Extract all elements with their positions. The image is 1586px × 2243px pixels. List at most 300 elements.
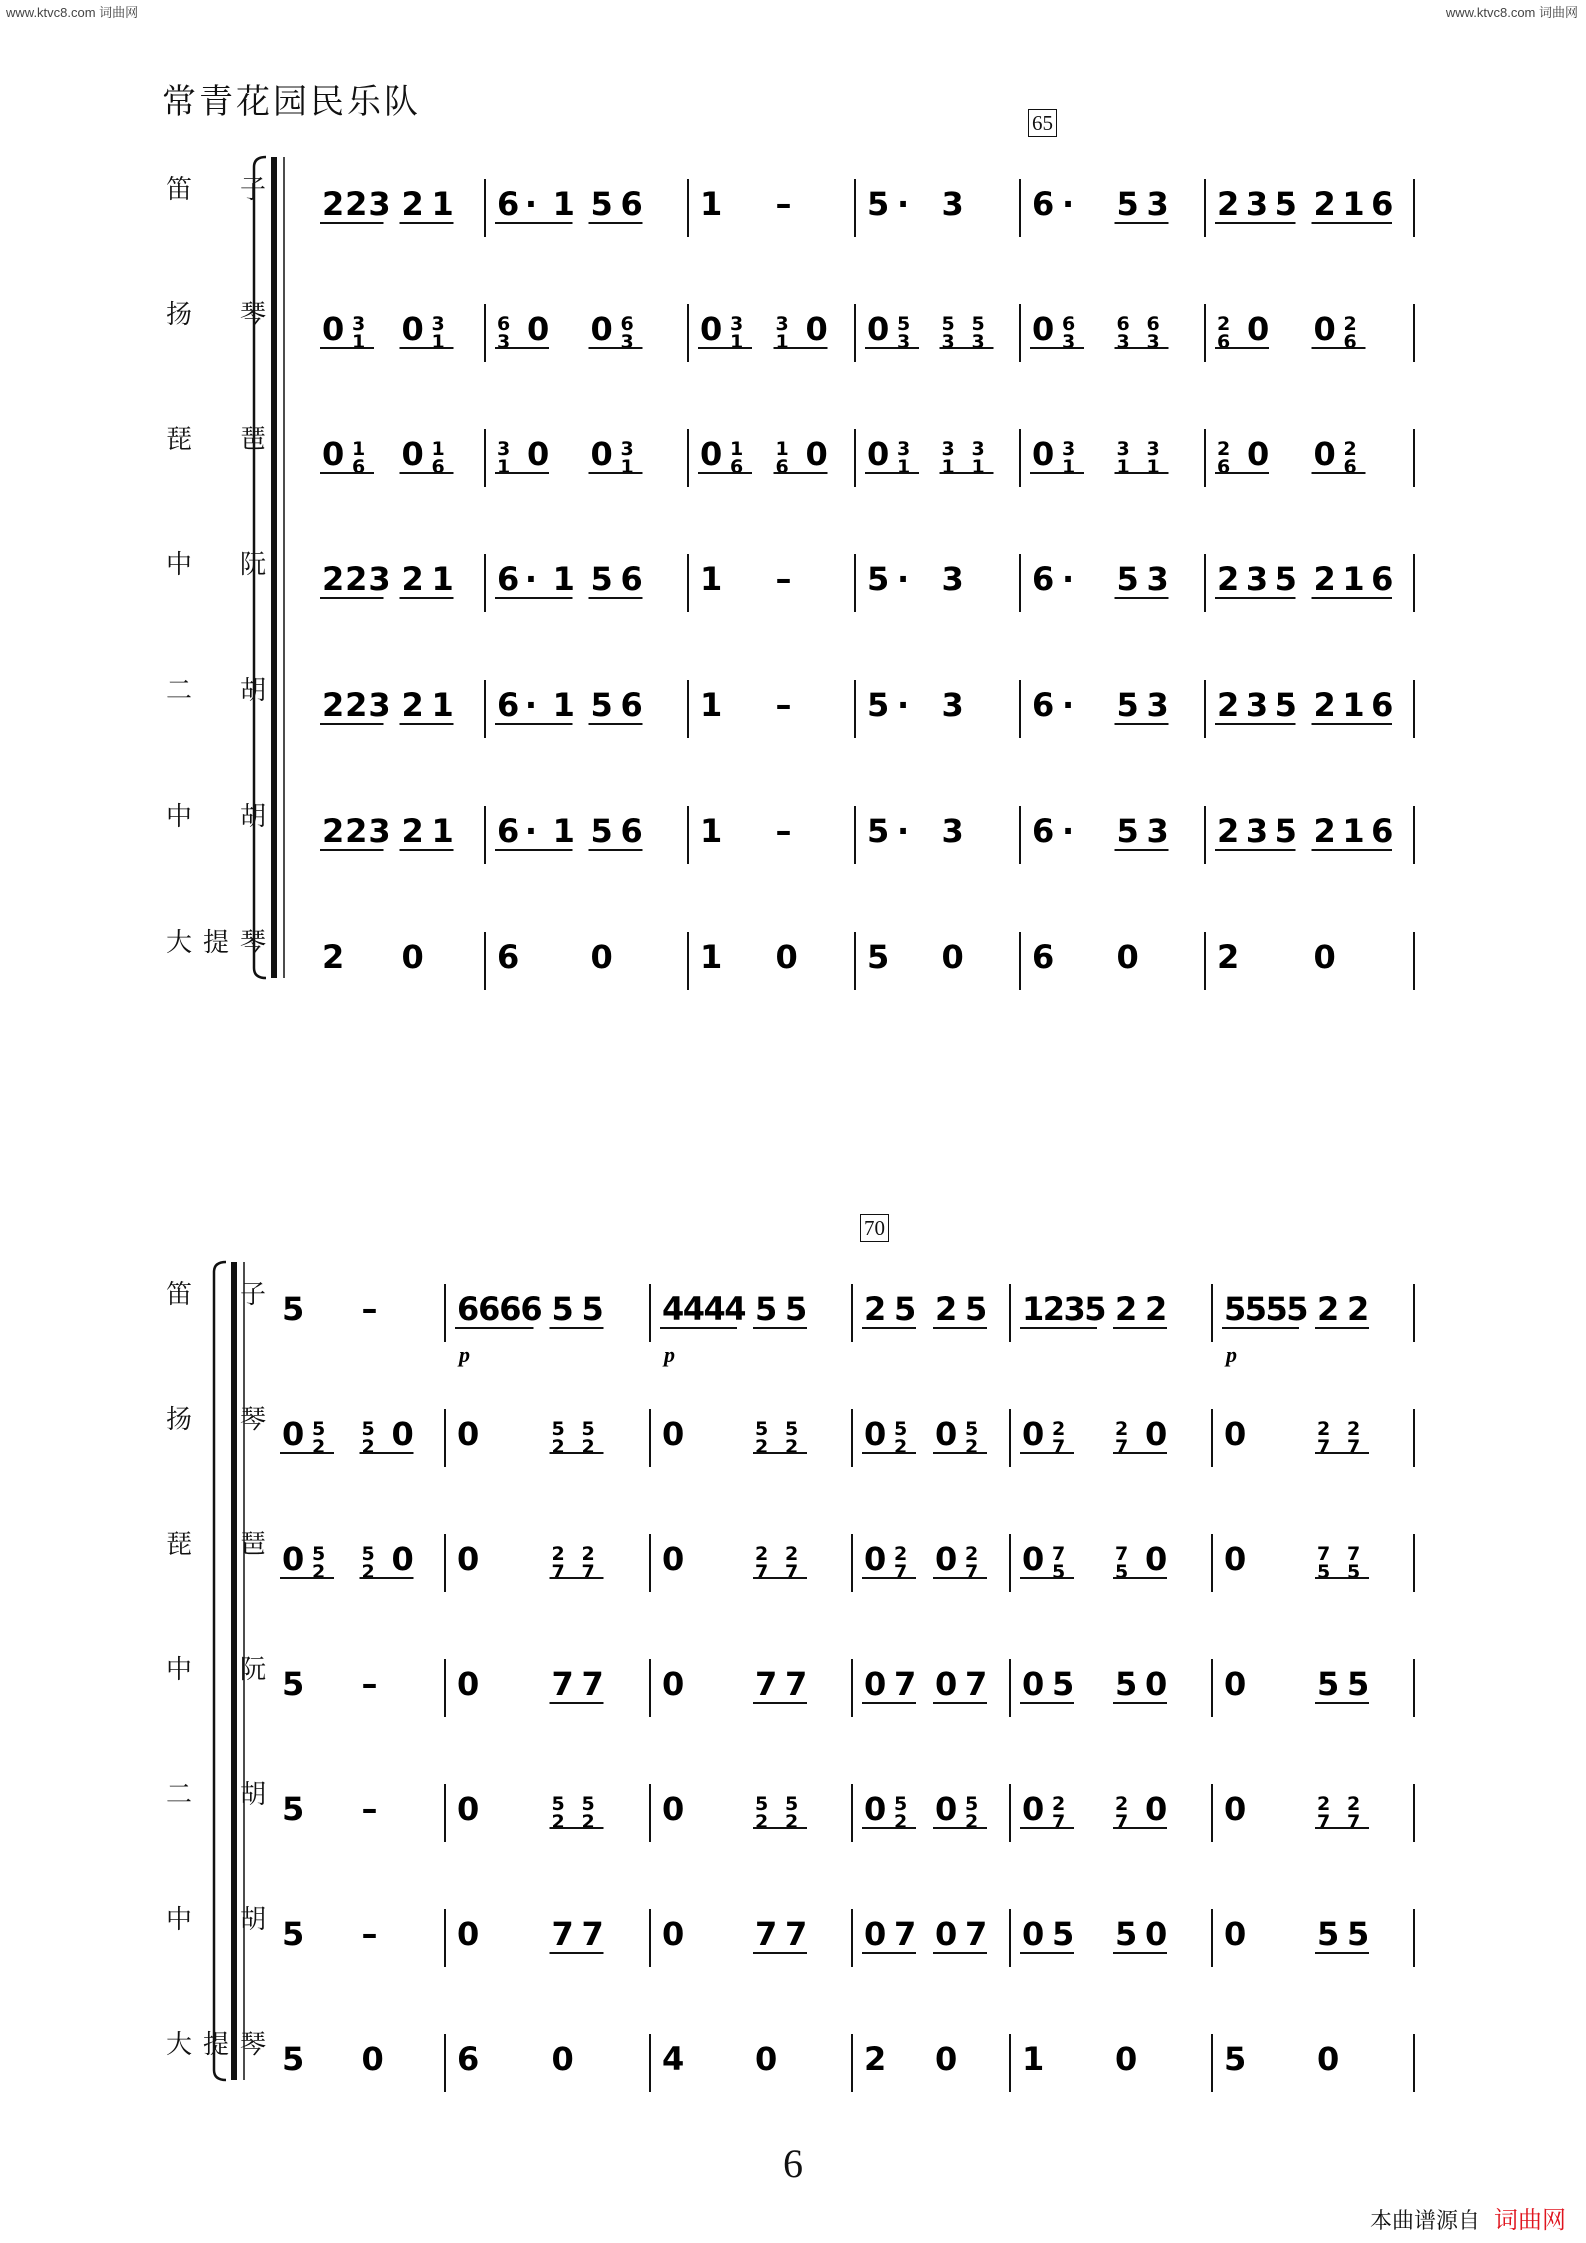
chord-note-lower: 5 bbox=[1052, 1561, 1066, 1583]
note: · bbox=[524, 560, 537, 598]
chord-note-upper: 1 bbox=[431, 438, 445, 460]
chord-note-upper: 3 bbox=[1146, 438, 1160, 460]
chord-note-upper: 5 bbox=[971, 313, 985, 335]
instrument-label: 中 阮 bbox=[166, 550, 266, 580]
note: 5 bbox=[867, 560, 890, 598]
note: 3 bbox=[1245, 686, 1269, 724]
chord-note-upper: 2 bbox=[581, 1543, 595, 1565]
note: 0 bbox=[700, 310, 723, 348]
note: 0 bbox=[391, 1540, 414, 1578]
note: 2 bbox=[1313, 185, 1336, 223]
chord-note-upper: 3 bbox=[775, 313, 789, 335]
note: 0 bbox=[1317, 2040, 1340, 2078]
chord-note-upper: 5 bbox=[894, 1793, 908, 1815]
chord-note-upper: 5 bbox=[312, 1543, 326, 1565]
chord-note-lower: 5 bbox=[1347, 1561, 1361, 1583]
chord-note-upper: 2 bbox=[1347, 1418, 1361, 1440]
chord-note-upper: 7 bbox=[1052, 1543, 1066, 1565]
note: 3 bbox=[368, 185, 391, 223]
note: · bbox=[524, 686, 537, 724]
note: 3 bbox=[1245, 185, 1269, 223]
instrument-label: 琵 琶 bbox=[166, 425, 266, 455]
chord-note-lower: 7 bbox=[785, 1561, 799, 1583]
chord-note-lower: 5 bbox=[1115, 1561, 1129, 1583]
note: 2 bbox=[1217, 560, 1240, 598]
chord-note-lower: 7 bbox=[1052, 1811, 1066, 1833]
note: 4 bbox=[662, 1290, 685, 1328]
note: 2 bbox=[1217, 185, 1240, 223]
note: 5 bbox=[1116, 185, 1139, 223]
note: – bbox=[361, 1290, 378, 1328]
dynamic-mark: p bbox=[664, 1342, 675, 1367]
chord-note-lower: 6 bbox=[1343, 331, 1357, 353]
note: 0 bbox=[1145, 1915, 1168, 1953]
note: 6 bbox=[457, 2040, 480, 2078]
chord-note-upper: 3 bbox=[352, 313, 366, 335]
note: 6 bbox=[497, 560, 520, 598]
note: 5 bbox=[785, 1290, 808, 1328]
note: 2 bbox=[1313, 812, 1336, 850]
score-title: 常青花园民乐队 bbox=[162, 82, 421, 122]
chord-note-lower: 2 bbox=[312, 1561, 326, 1583]
note: 7 bbox=[551, 1915, 574, 1953]
note: 0 bbox=[864, 1915, 887, 1953]
chord-note-upper: 3 bbox=[730, 313, 744, 335]
note: 6 bbox=[1371, 560, 1394, 598]
note: 1 bbox=[1022, 1290, 1045, 1328]
note: 1 bbox=[552, 686, 575, 724]
note: 2 bbox=[322, 938, 345, 976]
instrument-label: 中 阮 bbox=[166, 1655, 266, 1685]
note: 2 bbox=[345, 812, 368, 850]
chord-note-lower: 3 bbox=[1146, 331, 1160, 353]
chord-note-lower: 7 bbox=[1347, 1811, 1361, 1833]
note: 5 bbox=[581, 1290, 604, 1328]
chord-note-upper: 6 bbox=[620, 313, 634, 335]
note: – bbox=[775, 185, 792, 223]
note: 5 bbox=[1274, 686, 1297, 724]
note: 0 bbox=[941, 938, 964, 976]
note: 2 bbox=[1115, 1290, 1138, 1328]
chord-note-lower: 6 bbox=[431, 456, 445, 478]
chord-note-upper: 2 bbox=[1347, 1793, 1361, 1815]
note: 2 bbox=[935, 1290, 958, 1328]
note: 0 bbox=[935, 1915, 958, 1953]
note: 5 bbox=[867, 938, 890, 976]
chord-note-upper: 7 bbox=[1347, 1543, 1361, 1565]
note: · bbox=[1062, 812, 1075, 850]
chord-note-upper: 5 bbox=[581, 1793, 595, 1815]
chord-note-upper: 2 bbox=[1317, 1793, 1331, 1815]
chord-note-upper: 5 bbox=[785, 1418, 799, 1440]
chord-note-lower: 6 bbox=[730, 456, 744, 478]
note: 6 bbox=[497, 938, 520, 976]
chord-note-lower: 1 bbox=[730, 331, 744, 353]
note: 5 bbox=[551, 1290, 574, 1328]
dynamic-mark: p bbox=[459, 1342, 470, 1367]
note: 5 bbox=[590, 560, 613, 598]
chord-note-lower: 2 bbox=[581, 1811, 595, 1833]
note: 0 bbox=[1115, 2040, 1138, 2078]
chord-note-lower: 1 bbox=[620, 456, 634, 478]
note: 0 bbox=[935, 2040, 958, 2078]
note: 0 bbox=[935, 1665, 958, 1703]
note: 0 bbox=[282, 1415, 305, 1453]
note: 2 bbox=[345, 560, 368, 598]
note: 7 bbox=[755, 1665, 778, 1703]
note: 1 bbox=[700, 812, 723, 850]
chord-note-lower: 2 bbox=[361, 1561, 375, 1583]
chord-note-lower: 7 bbox=[965, 1561, 979, 1583]
note: 6 bbox=[1371, 686, 1394, 724]
chord-note-lower: 7 bbox=[1115, 1811, 1129, 1833]
note: · bbox=[1062, 185, 1075, 223]
note: 0 bbox=[1313, 435, 1336, 473]
chord-note-lower: 2 bbox=[551, 1436, 565, 1458]
chord-note-upper: 6 bbox=[1062, 313, 1076, 335]
note: 0 bbox=[805, 310, 828, 348]
chord-note-lower: 2 bbox=[581, 1436, 595, 1458]
note: 4 bbox=[724, 1290, 747, 1328]
chord-note-upper: 2 bbox=[1052, 1793, 1066, 1815]
chord-note-upper: 5 bbox=[361, 1543, 375, 1565]
note: 0 bbox=[1032, 310, 1055, 348]
chord-note-upper: 5 bbox=[965, 1418, 979, 1440]
note: 5 bbox=[1084, 1290, 1107, 1328]
note: 1 bbox=[1342, 812, 1365, 850]
chord-note-lower: 2 bbox=[785, 1811, 799, 1833]
note: 0 bbox=[590, 938, 613, 976]
note: 7 bbox=[894, 1915, 917, 1953]
source-brand: 词曲网 bbox=[1494, 2206, 1566, 2234]
note: 3 bbox=[1146, 812, 1169, 850]
chord-note-lower: 1 bbox=[1062, 456, 1076, 478]
instrument-label: 二 胡 bbox=[166, 1780, 266, 1810]
note: 5 bbox=[1274, 560, 1297, 598]
note: 0 bbox=[662, 1665, 685, 1703]
note: 7 bbox=[965, 1915, 988, 1953]
rehearsal-mark: 65 bbox=[1028, 109, 1057, 137]
chord-note-upper: 7 bbox=[1317, 1543, 1331, 1565]
note: 0 bbox=[775, 938, 798, 976]
note: 5 bbox=[282, 1665, 305, 1703]
watermark-right: www.ktvc8.com 词曲网 bbox=[1445, 5, 1578, 20]
note: 0 bbox=[1145, 1415, 1168, 1453]
chord-note-upper: 6 bbox=[1116, 313, 1130, 335]
note: 0 bbox=[935, 1790, 958, 1828]
chord-note-lower: 1 bbox=[941, 456, 955, 478]
chord-note-lower: 7 bbox=[551, 1561, 565, 1583]
note: 5 bbox=[894, 1290, 917, 1328]
note: 5 bbox=[590, 686, 613, 724]
note: 0 bbox=[590, 435, 613, 473]
note: 6 bbox=[497, 686, 520, 724]
note: 7 bbox=[551, 1665, 574, 1703]
instrument-label: 大提琴 bbox=[166, 2030, 266, 2060]
chord-note-lower: 3 bbox=[941, 331, 955, 353]
note: 0 bbox=[457, 1665, 480, 1703]
note: 5 bbox=[1274, 185, 1297, 223]
chord-note-lower: 2 bbox=[965, 1436, 979, 1458]
note: 1 bbox=[1342, 185, 1365, 223]
chord-note-upper: 2 bbox=[785, 1543, 799, 1565]
note: 1 bbox=[431, 686, 454, 724]
chord-note-lower: 2 bbox=[551, 1811, 565, 1833]
note: 0 bbox=[282, 1540, 305, 1578]
note: 2 bbox=[345, 185, 368, 223]
note: 5 bbox=[1052, 1665, 1075, 1703]
note: 6 bbox=[1032, 938, 1055, 976]
note: 0 bbox=[755, 2040, 778, 2078]
chord-note-upper: 2 bbox=[755, 1543, 769, 1565]
chord-note-upper: 2 bbox=[1317, 1418, 1331, 1440]
note: 1 bbox=[552, 185, 575, 223]
chord-note-lower: 1 bbox=[497, 456, 511, 478]
note: 6 bbox=[620, 686, 643, 724]
note: · bbox=[897, 185, 910, 223]
chord-note-lower: 1 bbox=[1146, 456, 1160, 478]
chord-note-upper: 2 bbox=[894, 1543, 908, 1565]
chord-note-upper: 3 bbox=[1062, 438, 1076, 460]
chord-note-upper: 1 bbox=[775, 438, 789, 460]
note: 0 bbox=[527, 435, 550, 473]
chord-note-lower: 2 bbox=[894, 1436, 908, 1458]
note: 6 bbox=[1371, 185, 1394, 223]
chord-note-lower: 2 bbox=[965, 1811, 979, 1833]
note: – bbox=[361, 1790, 378, 1828]
note: · bbox=[897, 560, 910, 598]
note: 2 bbox=[1217, 686, 1240, 724]
instrument-label: 扬 琴 bbox=[166, 300, 266, 330]
chord-note-lower: 7 bbox=[1317, 1811, 1331, 1833]
note: 2 bbox=[322, 812, 345, 850]
note: 5 bbox=[1115, 1915, 1138, 1953]
chord-note-upper: 5 bbox=[785, 1793, 799, 1815]
note: 0 bbox=[1145, 1540, 1168, 1578]
note: 1 bbox=[700, 686, 723, 724]
note: 0 bbox=[361, 2040, 384, 2078]
note: 6 bbox=[1032, 185, 1055, 223]
note: 0 bbox=[864, 1790, 887, 1828]
note: 0 bbox=[1247, 435, 1270, 473]
instrument-label: 扬 琴 bbox=[166, 1405, 266, 1435]
note: 5 bbox=[755, 1290, 778, 1328]
chord-note-lower: 3 bbox=[897, 331, 911, 353]
chord-note-upper: 3 bbox=[620, 438, 634, 460]
note: 3 bbox=[368, 686, 391, 724]
note: 5 bbox=[1274, 812, 1297, 850]
chord-note-lower: 7 bbox=[1115, 1436, 1129, 1458]
note: 5 bbox=[965, 1290, 988, 1328]
chord-note-upper: 2 bbox=[1115, 1418, 1129, 1440]
note: 4 bbox=[662, 2040, 685, 2078]
note: 5 bbox=[1317, 1665, 1340, 1703]
note: 0 bbox=[1313, 938, 1336, 976]
note: 1 bbox=[1022, 2040, 1045, 2078]
chord-note-upper: 5 bbox=[361, 1418, 375, 1440]
note: 0 bbox=[527, 310, 550, 348]
chord-note-lower: 7 bbox=[1052, 1436, 1066, 1458]
instrument-label: 中 胡 bbox=[166, 1905, 266, 1935]
note: 5 bbox=[1116, 812, 1139, 850]
chord-note-upper: 2 bbox=[1217, 313, 1231, 335]
chord-note-lower: 3 bbox=[620, 331, 634, 353]
chord-note-lower: 3 bbox=[497, 331, 511, 353]
note: 0 bbox=[1022, 1790, 1045, 1828]
note: 3 bbox=[1245, 812, 1269, 850]
instrument-label: 二 胡 bbox=[166, 676, 266, 706]
chord-note-upper: 5 bbox=[894, 1418, 908, 1440]
chord-note-upper: 6 bbox=[497, 313, 511, 335]
note: 0 bbox=[391, 1415, 414, 1453]
note: 0 bbox=[1224, 1665, 1247, 1703]
note: 0 bbox=[867, 310, 890, 348]
chord-note-upper: 3 bbox=[971, 438, 985, 460]
note: 0 bbox=[1224, 1915, 1247, 1953]
chord-note-upper: 3 bbox=[897, 438, 911, 460]
note: 6 bbox=[1032, 812, 1055, 850]
chord-note-lower: 7 bbox=[755, 1561, 769, 1583]
note: 5 bbox=[1224, 2040, 1247, 2078]
note: 5 bbox=[282, 1915, 305, 1953]
chord-note-lower: 3 bbox=[971, 331, 985, 353]
chord-note-upper: 2 bbox=[965, 1543, 979, 1565]
note: 1 bbox=[700, 185, 723, 223]
note: 2 bbox=[1347, 1290, 1370, 1328]
note: · bbox=[1062, 686, 1075, 724]
note: 5 bbox=[282, 1290, 305, 1328]
note: 0 bbox=[700, 435, 723, 473]
note: 6 bbox=[620, 560, 643, 598]
instrument-label: 中 胡 bbox=[166, 802, 266, 832]
note: 0 bbox=[864, 1415, 887, 1453]
note: 6 bbox=[499, 1290, 522, 1328]
note: 2 bbox=[322, 686, 345, 724]
note: 5 bbox=[1347, 1665, 1370, 1703]
note: 0 bbox=[1224, 1415, 1247, 1453]
rehearsal-mark: 70 bbox=[860, 1214, 889, 1242]
chord-note-upper: 2 bbox=[1052, 1418, 1066, 1440]
note: 7 bbox=[965, 1665, 988, 1703]
note: 1 bbox=[700, 560, 723, 598]
note: 0 bbox=[457, 1790, 480, 1828]
note: 7 bbox=[581, 1915, 604, 1953]
chord-note-lower: 1 bbox=[971, 456, 985, 478]
chord-note-lower: 6 bbox=[1217, 331, 1231, 353]
note: 0 bbox=[662, 1540, 685, 1578]
chord-note-lower: 6 bbox=[1343, 456, 1357, 478]
chord-note-lower: 3 bbox=[1116, 331, 1130, 353]
note: 6 bbox=[620, 185, 643, 223]
note: 5 bbox=[1116, 686, 1139, 724]
note: 3 bbox=[941, 812, 964, 850]
chord-note-lower: 2 bbox=[361, 1436, 375, 1458]
chord-note-lower: 7 bbox=[1317, 1436, 1331, 1458]
source-credit bbox=[1370, 2200, 1566, 2235]
chord-note-upper: 3 bbox=[431, 313, 445, 335]
note: 5 bbox=[1347, 1915, 1370, 1953]
chord-note-upper: 7 bbox=[1115, 1543, 1129, 1565]
note: 0 bbox=[864, 1665, 887, 1703]
note: 0 bbox=[1313, 310, 1336, 348]
chord-note-upper: 5 bbox=[551, 1418, 565, 1440]
note: – bbox=[775, 686, 792, 724]
note: 2 bbox=[864, 2040, 887, 2078]
chord-note-upper: 2 bbox=[1343, 313, 1357, 335]
chord-note-lower: 1 bbox=[897, 456, 911, 478]
note: 0 bbox=[322, 310, 345, 348]
instrument-label: 笛 子 bbox=[166, 175, 266, 205]
note: 4 bbox=[682, 1290, 706, 1328]
note: 5 bbox=[282, 2040, 305, 2078]
note: 2 bbox=[401, 560, 424, 598]
chord-note-upper: 2 bbox=[1343, 438, 1357, 460]
note: · bbox=[524, 185, 537, 223]
note: 1 bbox=[552, 812, 575, 850]
chord-note-lower: 5 bbox=[1317, 1561, 1331, 1583]
chord-note-upper: 1 bbox=[352, 438, 366, 460]
note: – bbox=[775, 812, 792, 850]
note: 3 bbox=[368, 812, 391, 850]
chord-note-lower: 2 bbox=[894, 1811, 908, 1833]
note: 0 bbox=[1247, 310, 1270, 348]
chord-note-lower: 2 bbox=[755, 1811, 769, 1833]
note: 0 bbox=[551, 2040, 574, 2078]
chord-note-upper: 1 bbox=[730, 438, 744, 460]
chord-note-upper: 6 bbox=[1146, 313, 1160, 335]
chord-note-lower: 3 bbox=[1062, 331, 1076, 353]
chord-note-lower: 6 bbox=[1217, 456, 1231, 478]
note: 0 bbox=[1022, 1540, 1045, 1578]
note: 5 bbox=[1224, 1290, 1247, 1328]
note: 2 bbox=[1313, 560, 1336, 598]
watermark-left: www.ktvc8.com 词曲网 bbox=[6, 5, 139, 20]
note: 5 bbox=[1317, 1915, 1340, 1953]
note: 5 bbox=[590, 185, 613, 223]
note: 0 bbox=[457, 1915, 480, 1953]
chord-note-lower: 2 bbox=[785, 1436, 799, 1458]
note: 5 bbox=[1265, 1290, 1288, 1328]
note: 1 bbox=[552, 560, 575, 598]
dynamic-mark: p bbox=[1226, 1342, 1237, 1367]
note: 3 bbox=[941, 185, 964, 223]
note: 0 bbox=[1022, 1665, 1045, 1703]
instrument-label: 笛 子 bbox=[166, 1280, 266, 1310]
note: 5 bbox=[1116, 560, 1139, 598]
note: 5 bbox=[1115, 1665, 1138, 1703]
note: 2 bbox=[1042, 1290, 1066, 1328]
note: 5 bbox=[590, 812, 613, 850]
chord-note-upper: 5 bbox=[755, 1793, 769, 1815]
chord-note-upper: 2 bbox=[1115, 1793, 1129, 1815]
note: 5 bbox=[1244, 1290, 1268, 1328]
note: 0 bbox=[457, 1415, 480, 1453]
chord-note-lower: 7 bbox=[1347, 1436, 1361, 1458]
note: 2 bbox=[1217, 938, 1240, 976]
chord-note-upper: 5 bbox=[581, 1418, 595, 1440]
note: 0 bbox=[867, 435, 890, 473]
note: 0 bbox=[1145, 1665, 1168, 1703]
note: 5 bbox=[867, 686, 890, 724]
note: 3 bbox=[941, 686, 964, 724]
note: 0 bbox=[590, 310, 613, 348]
chord-note-upper: 5 bbox=[312, 1418, 326, 1440]
chord-note-lower: 6 bbox=[352, 456, 366, 478]
note: – bbox=[775, 560, 792, 598]
note: 6 bbox=[497, 185, 520, 223]
note: 3 bbox=[1063, 1290, 1086, 1328]
note: 0 bbox=[401, 938, 424, 976]
